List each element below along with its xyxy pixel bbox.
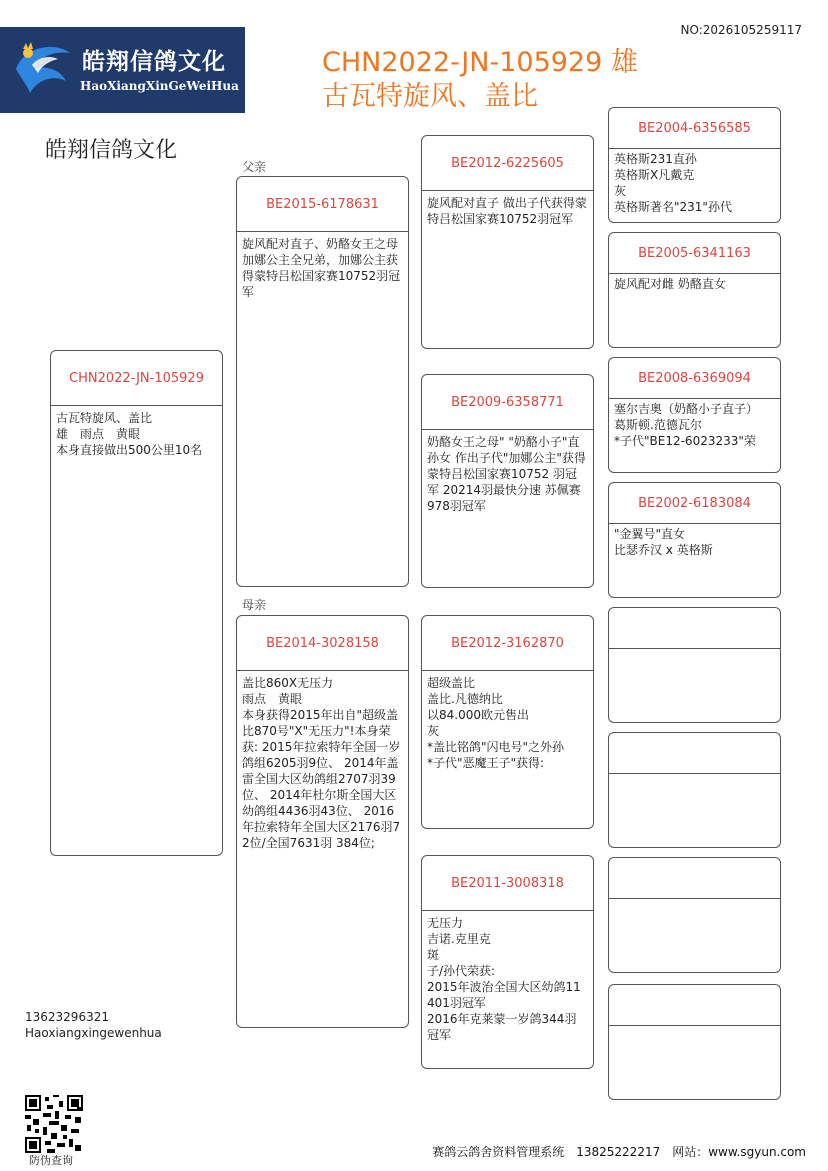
sd-sire-line: 葛斯顿.范德瓦尔 xyxy=(614,418,702,432)
subject-line: 雄 雨点 黄眼 xyxy=(56,427,141,441)
sd-dam-ring: BE2002-6183084 xyxy=(609,483,780,524)
sire-dam-notes xyxy=(422,430,593,518)
sire-sire-notes xyxy=(422,191,593,231)
mother-label: 母亲 xyxy=(242,598,267,612)
brand-name-cn: 皓翔信鸽文化 xyxy=(82,49,226,75)
sire-dam-line: 奶酪女王之母" "奶酪小子"直孙女 作出子代"加娜公主"获得 蒙特吕松国家赛10752 羽冠军 20214羽最快分速 苏佩赛978羽冠军 xyxy=(427,435,586,513)
sd-sire-card xyxy=(608,357,781,473)
subject-card xyxy=(50,350,223,856)
subject-notes xyxy=(51,406,222,462)
sire-notes xyxy=(237,232,408,304)
dam-dam-line: 斑 xyxy=(427,948,440,962)
sire-sire-card xyxy=(421,135,594,349)
sire-ring: BE2015-6178631 xyxy=(237,177,408,232)
document-number: NO:2026105259117 xyxy=(680,23,802,37)
pedigree-title: CHN2022-JN-105929 雄 xyxy=(322,47,638,78)
subject-line: 本身直接做出500公里10名 xyxy=(56,443,203,457)
dam-sire-card xyxy=(421,615,594,829)
dam-sire-line: 超级盖比 xyxy=(427,676,476,690)
sire-line: 加娜公主全兄弟，加娜公主获得蒙特吕松国家赛10752羽冠军 xyxy=(242,253,401,299)
ss-sire-notes xyxy=(609,149,780,219)
dam-sire-line: 盖比.凡德纳比 xyxy=(427,692,503,706)
dam-sire-ring: BE2012-3162870 xyxy=(422,616,593,671)
empty-ring xyxy=(609,985,780,1026)
dam-sire-notes xyxy=(422,671,593,775)
contact-name: Haoxiangxingewenhua xyxy=(25,1026,162,1040)
dam-line: 盖比860X无压力 xyxy=(242,676,334,690)
dam-dam-line: 吉诺.克里克 xyxy=(427,932,491,946)
sire-dam-ring: BE2009-6358771 xyxy=(422,375,593,430)
empty-ring xyxy=(609,858,780,899)
ss-sire-line: 英格斯231直孙 xyxy=(614,152,697,166)
anti-counterfeit-label: 防伪查询 xyxy=(29,1154,73,1167)
brand-logo xyxy=(0,27,245,113)
ss-sire-line: 英格斯著名"231"孙代 xyxy=(614,200,732,214)
sire-dam-card xyxy=(421,374,594,588)
ds-dam-card xyxy=(608,732,781,848)
loft-name: 皓翔信鸽文化 xyxy=(45,138,178,163)
ss-sire-line: 英格斯X凡戴克 xyxy=(614,168,695,182)
ss-sire-ring: BE2004-6356585 xyxy=(609,108,780,149)
sire-line: 旋风配对直子、奶酪女王之母 xyxy=(242,237,399,251)
sd-sire-ring: BE2008-6369094 xyxy=(609,358,780,399)
contact-phone: 13623296321 xyxy=(25,1010,109,1024)
sire-sire-ring: BE2012-6225605 xyxy=(422,136,593,191)
sd-sire-line: 塞尔吉奥（奶酪小子直子） xyxy=(614,402,759,416)
sd-dam-card xyxy=(608,482,781,598)
dam-sire-line: *子代"恶魔王子"获得: xyxy=(427,756,545,770)
dam-sire-line: 以84.000欧元售出 xyxy=(427,708,529,722)
subject-ring: CHN2022-JN-105929 xyxy=(51,351,222,406)
dam-notes xyxy=(237,671,408,855)
dam-ring: BE2014-3028158 xyxy=(237,616,408,671)
pedigree-subtitle: 古瓦特旋风、盖比 xyxy=(322,81,538,112)
brand-name-en: HaoXiangXinGeWeiHua xyxy=(80,79,239,93)
pigeon-logo-icon xyxy=(10,39,76,99)
sd-dam-line: "金翼号"直女 xyxy=(614,527,686,541)
dam-dam-line: 无压力 xyxy=(427,916,464,930)
empty-ring xyxy=(609,733,780,774)
dam-line: 雨点 黄眼 xyxy=(242,692,303,706)
ss-dam-notes xyxy=(609,274,780,296)
dd-dam-card xyxy=(608,984,781,1100)
ss-sire-line: 灰 xyxy=(614,184,627,198)
dam-dam-line: 2016年克莱蒙一岁鸽344羽冠军 xyxy=(427,1012,577,1042)
system-footer: 赛鸽云鸽舍资料管理系统 13825222217 网站：www.sgyun.com xyxy=(432,1145,806,1159)
dam-line: 本身获得2015年出自"超级盖比870号"X"无压力"!本身荣获: 2015年拉索特年全国一岁鸽组6205羽9位、 2014年盖雷全国大区幼鸽组2707羽39位、 2014年杜尔斯全国大区幼鸽组4436羽43位、 2016年拉索特年全国大区2176羽72位/全国7631羽 384位; xyxy=(242,708,401,850)
sd-sire-line: *子代"BE12-6023233"荣 xyxy=(614,434,756,448)
dam-sire-line: *盖比铭鸽"闪电号"之外孙 xyxy=(427,740,565,754)
sd-dam-line: 比瑟乔汉 x 英格斯 xyxy=(614,543,713,557)
sire-card xyxy=(236,176,409,587)
dam-dam-ring: BE2011-3008318 xyxy=(422,856,593,911)
ss-dam-card xyxy=(608,232,781,348)
ds-sire-card xyxy=(608,607,781,723)
ss-dam-ring: BE2005-6341163 xyxy=(609,233,780,274)
dam-sire-line: 灰 xyxy=(427,724,440,738)
sd-sire-notes xyxy=(609,399,780,453)
dam-dam-line: 子/孙代荣获: xyxy=(427,964,496,978)
empty-ring xyxy=(609,608,780,649)
qr-code-icon xyxy=(25,1095,83,1153)
dam-dam-card xyxy=(421,855,594,1069)
subject-line: 古瓦特旋风、盖比 xyxy=(56,411,153,425)
sire-sire-line: 旋风配对直子 做出子代获得蒙特吕松国家赛10752羽冠军 xyxy=(427,196,587,226)
ss-sire-card xyxy=(608,107,781,223)
ss-dam-line: 旋风配对雌 奶酪直女 xyxy=(614,277,726,291)
father-label: 父亲 xyxy=(242,160,267,174)
dd-sire-card xyxy=(608,857,781,973)
dam-card xyxy=(236,615,409,1028)
dam-dam-line: 2015年波治全国大区幼鸽11401羽冠军 xyxy=(427,980,581,1010)
dam-dam-notes xyxy=(422,911,593,1047)
sd-dam-notes xyxy=(609,524,780,562)
